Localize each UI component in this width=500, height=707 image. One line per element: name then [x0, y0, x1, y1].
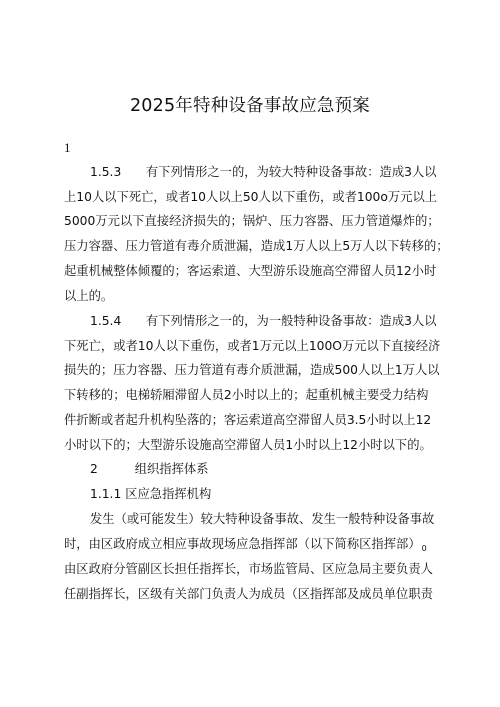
paragraph-line: 发生（或可能发生）较大特种设备事故、发生一般特种设备事故: [90, 512, 435, 526]
paragraph-line: 1.5.4 有下列情形之一的，为一般特种设备事故：造成3人以: [90, 314, 437, 328]
paragraph-line: 由区政府分管副区长担任指挥长，市场监管局、区应急局主要负责人: [64, 562, 433, 576]
paragraph-line: 小时以下的；大型游乐设施高空滞留人员1小时以上12小时以下的。: [64, 438, 432, 452]
paragraph-line: 5000万元以下直接经济损失的；锅炉、压力容器、压力管道爆炸的；: [64, 214, 440, 228]
paragraph-line-text: 时，由区政府成立相应事故现场应急指挥部（以下简称区指挥部）: [64, 537, 421, 551]
paragraph-line: 1.5.3 有下列情形之一的，为较大特种设备事故：造成3人以: [90, 165, 437, 179]
page-number: 1: [64, 140, 71, 155]
paragraph-line: 以上的。: [64, 289, 114, 303]
paragraph-line: 起重机械整体倾覆的；客运索道、大型游乐设施高空滞留人员12小时: [64, 264, 437, 278]
paragraph-line: 件折断或者起升机构坠落的；客运索道高空滞留人员3.5小时以上12: [64, 413, 432, 427]
paragraph-line: 上10人以下死亡，或者10人以上50人以下重伤，或者100o万元以上: [64, 190, 438, 204]
paragraph-line: 下转移的；电梯轿厢滞留人员2小时以上的；起重机械主要受力结构: [64, 388, 429, 402]
section-heading: 2 组织指挥体系: [90, 462, 209, 476]
paragraph-line: 压力容器、压力管道有毒介质泄漏，造成1万人以上5万人以下转移的；: [64, 239, 449, 253]
paragraph-line: 任副指挥长，区级有关部门负责人为成员（区指挥部及成员单位职责: [64, 587, 433, 601]
line-suffix-mark: 0: [421, 544, 427, 553]
subsection-heading: 1.1.1 区应急指挥机构: [90, 487, 212, 501]
paragraph-line: 损失的；压力容器、压力管道有毒介质泄漏，造成500人以上1万人以: [64, 363, 440, 377]
paragraph-line: [64, 536, 427, 557]
paragraph-line: 下死亡，或者10人以下重伤，或者1万元以上100O万元以下直接经济: [64, 339, 441, 353]
document-title: 2025年特种设备事故应急预案: [129, 96, 371, 116]
